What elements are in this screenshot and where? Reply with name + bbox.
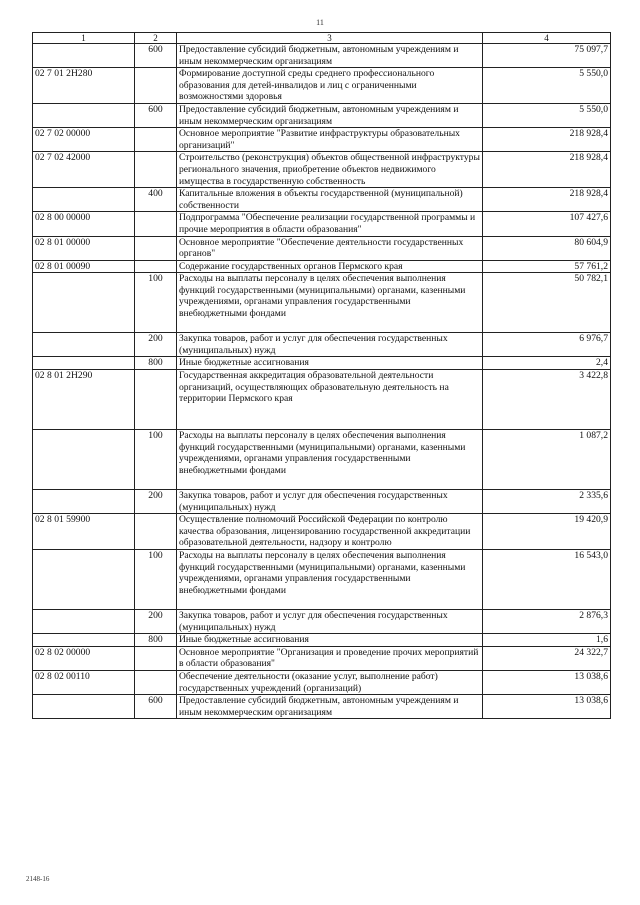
row-expense-type-cell: 800 (135, 634, 177, 647)
row-code-cell (33, 695, 135, 719)
row-code-cell: 02 8 01 00090 (33, 260, 135, 273)
row-expense-type-cell: 600 (135, 103, 177, 127)
row-name-cell: Расходы на выплаты персоналу в целях обеспечения выполнения функций государственными (муниципальными) органами, казенными учреждениями, органами управления государственными внебюджетными фондами (177, 430, 483, 490)
row-name-cell: Основное мероприятие "Развитие инфраструктуры образовательных организаций" (177, 128, 483, 152)
row-name-cell: Строительство (реконструкция) объектов общественной инфраструктуры регионального значения, приобретение объектов недвижимого имущества в государственную собственность (177, 152, 483, 188)
row-amount-cell: 1 087,2 (483, 430, 611, 490)
row-name-cell: Расходы на выплаты персоналу в целях обеспечения выполнения функций государственными (муниципальными) органами, казенными учреждениями, органами управления государственными внебюджетными фондами (177, 550, 483, 610)
row-expense-type-cell (135, 152, 177, 188)
table-row (33, 550, 611, 610)
row-expense-type-cell: 200 (135, 490, 177, 514)
table-row (33, 260, 611, 273)
row-amount-cell: 16 543,0 (483, 550, 611, 610)
row-expense-type-cell (135, 671, 177, 695)
row-amount-cell: 13 038,6 (483, 695, 611, 719)
row-code-cell: 02 8 01 00000 (33, 236, 135, 260)
row-amount-cell: 2,4 (483, 357, 611, 370)
row-amount-cell: 5 550,0 (483, 103, 611, 127)
table-row (33, 490, 611, 514)
row-expense-type-cell: 100 (135, 550, 177, 610)
row-code-cell (33, 430, 135, 490)
row-expense-type-cell (135, 212, 177, 236)
row-amount-cell: 5 550,0 (483, 68, 611, 104)
row-name-cell: Закупка товаров, работ и услуг для обеспечения государственных (муниципальных) нужд (177, 333, 483, 357)
row-amount-cell: 3 422,8 (483, 370, 611, 430)
row-name-cell: Осуществление полномочий Российской Федерации по контролю качества образования, лицензированию государственной аккредитации образовательной деятельности, надзору и контролю (177, 514, 483, 550)
table-row (33, 333, 611, 357)
row-code-cell: 02 8 02 00110 (33, 671, 135, 695)
row-expense-type-cell: 200 (135, 610, 177, 634)
row-name-cell: Основное мероприятие "Обеспечение деятельности государственных органов" (177, 236, 483, 260)
row-code-cell (33, 357, 135, 370)
row-name-cell: Закупка товаров, работ и услуг для обеспечения государственных (муниципальных) нужд (177, 490, 483, 514)
header-col-2: 2 (135, 33, 177, 44)
row-expense-type-cell: 100 (135, 430, 177, 490)
table-body (33, 44, 611, 719)
row-name-cell: Основное мероприятие "Организация и проведение прочих мероприятий в области образования" (177, 646, 483, 670)
row-name-cell: Закупка товаров, работ и услуг для обеспечения государственных (муниципальных) нужд (177, 610, 483, 634)
row-amount-cell: 6 976,7 (483, 333, 611, 357)
row-code-cell: 02 8 01 59900 (33, 514, 135, 550)
row-amount-cell: 218 928,4 (483, 152, 611, 188)
row-expense-type-cell: 400 (135, 188, 177, 212)
page-number: 11 (316, 18, 324, 27)
row-expense-type-cell (135, 646, 177, 670)
row-name-cell: Капитальные вложения в объекты государственной (муниципальной) собственности (177, 188, 483, 212)
row-expense-type-cell (135, 68, 177, 104)
table-row (33, 188, 611, 212)
document-footer-code: 2148-16 (26, 875, 50, 883)
row-amount-cell: 57 761,2 (483, 260, 611, 273)
row-amount-cell: 107 427,6 (483, 212, 611, 236)
budget-table (32, 32, 611, 719)
row-code-cell: 02 7 02 42000 (33, 152, 135, 188)
header-col-1: 1 (33, 33, 135, 44)
table-row (33, 68, 611, 104)
table-row (33, 370, 611, 430)
row-amount-cell: 13 038,6 (483, 671, 611, 695)
row-code-cell: 02 8 01 2Н290 (33, 370, 135, 430)
row-name-cell: Предоставление субсидий бюджетным, автономным учреждениям и иным некоммерческим организациям (177, 44, 483, 68)
table-row (33, 634, 611, 647)
row-code-cell: 02 7 01 2Н280 (33, 68, 135, 104)
table-row (33, 44, 611, 68)
row-amount-cell: 2 335,6 (483, 490, 611, 514)
row-expense-type-cell (135, 514, 177, 550)
row-expense-type-cell: 100 (135, 273, 177, 333)
row-amount-cell: 24 322,7 (483, 646, 611, 670)
row-name-cell: Подпрограмма "Обеспечение реализации государственной программы и прочие мероприятия в области образования" (177, 212, 483, 236)
row-amount-cell: 1,6 (483, 634, 611, 647)
row-code-cell (33, 490, 135, 514)
table-row (33, 357, 611, 370)
row-code-cell: 02 8 02 00000 (33, 646, 135, 670)
row-name-cell: Иные бюджетные ассигнования (177, 634, 483, 647)
row-amount-cell: 19 420,9 (483, 514, 611, 550)
row-code-cell (33, 610, 135, 634)
row-code-cell (33, 44, 135, 68)
row-name-cell: Государственная аккредитация образовательной деятельности организаций, осуществляющих образовательную деятельность на территории Пермского края (177, 370, 483, 430)
row-name-cell: Предоставление субсидий бюджетным, автономным учреждениям и иным некоммерческим организациям (177, 103, 483, 127)
row-code-cell: 02 8 00 00000 (33, 212, 135, 236)
row-amount-cell: 50 782,1 (483, 273, 611, 333)
row-name-cell: Формирование доступной среды среднего профессионального образования для детей-инвалидов и лиц с ограниченными возможностями здоровья (177, 68, 483, 104)
row-expense-type-cell (135, 128, 177, 152)
row-amount-cell: 75 097,7 (483, 44, 611, 68)
header-col-3: 3 (177, 33, 483, 44)
table-row (33, 236, 611, 260)
table-row (33, 212, 611, 236)
row-code-cell (33, 188, 135, 212)
row-expense-type-cell (135, 260, 177, 273)
row-code-cell (33, 550, 135, 610)
row-expense-type-cell: 600 (135, 44, 177, 68)
row-expense-type-cell: 200 (135, 333, 177, 357)
row-name-cell: Предоставление субсидий бюджетным, автономным учреждениям и иным некоммерческим организациям (177, 695, 483, 719)
row-code-cell (33, 333, 135, 357)
row-amount-cell: 80 604,9 (483, 236, 611, 260)
row-expense-type-cell (135, 370, 177, 430)
row-amount-cell: 2 876,3 (483, 610, 611, 634)
table-row (33, 103, 611, 127)
row-code-cell (33, 634, 135, 647)
row-name-cell: Иные бюджетные ассигнования (177, 357, 483, 370)
row-code-cell (33, 103, 135, 127)
table-row (33, 695, 611, 719)
table-row (33, 646, 611, 670)
table-row (33, 430, 611, 490)
table-row (33, 273, 611, 333)
row-code-cell: 02 7 02 00000 (33, 128, 135, 152)
row-code-cell (33, 273, 135, 333)
row-name-cell: Содержание государственных органов Пермского края (177, 260, 483, 273)
table-row (33, 128, 611, 152)
table-header-row (33, 33, 611, 44)
table-row (33, 152, 611, 188)
row-expense-type-cell: 600 (135, 695, 177, 719)
header-col-4: 4 (483, 33, 611, 44)
row-amount-cell: 218 928,4 (483, 128, 611, 152)
row-expense-type-cell: 800 (135, 357, 177, 370)
row-expense-type-cell (135, 236, 177, 260)
row-name-cell: Расходы на выплаты персоналу в целях обеспечения выполнения функций государственными (муниципальными) органами, казенными учреждениями, органами управления государственными внебюджетными фондами (177, 273, 483, 333)
row-amount-cell: 218 928,4 (483, 188, 611, 212)
row-name-cell: Обеспечение деятельности (оказание услуг, выполнение работ) государственных учреждений (организаций) (177, 671, 483, 695)
table-row (33, 514, 611, 550)
table-row (33, 671, 611, 695)
table-row (33, 610, 611, 634)
